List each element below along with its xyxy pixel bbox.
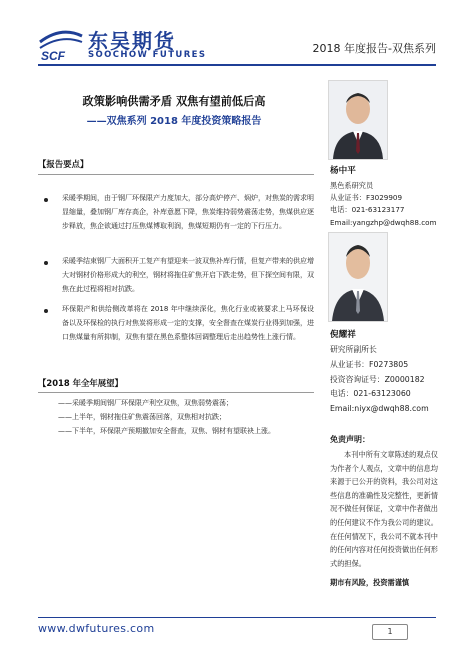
- outlook-line-2: ——上半年，钢材拖住矿焦震荡回落，双焦相对抗跌；: [58, 413, 226, 421]
- risk-warning: 期市有风险，投资需谨慎: [330, 578, 410, 587]
- analyst-name: 倪耀祥: [330, 330, 356, 340]
- outlook-heading: 【2018 年全年展望】: [38, 378, 123, 388]
- outlook-line-1: ——采暖季期间钢厂环保限产利空双焦，双焦弱势震荡；: [58, 399, 233, 407]
- analyst-title: 研究所副所长: [330, 345, 377, 354]
- logo-english-name: SOOCHOW FUTURES: [88, 50, 207, 60]
- summary-bullet-1: 采暖季期间，由于钢厂环保限产力度加大，部分高炉停产、焖炉，对焦炭的需求明显缩量，叠加钢厂库存高企，补库意愿下降，焦炭维持弱势震荡走势，焦煤供应逐步释放，焦企欲通过打压焦煤博取利润，焦煤短期仍有一定的下行压力。: [62, 194, 314, 231]
- analyst-phone: 电话：021-63123177: [330, 205, 405, 215]
- analyst-email: Email:yangzhp@dwqh88.com: [330, 217, 437, 227]
- outlook-line-3: ——下半年，环保限产预期撤加安全督查，双焦、钢材有望联袂上涨。: [58, 427, 275, 435]
- analyst-title: 黑色系研究员: [330, 181, 374, 190]
- analyst-phone: 电话：021-63123060: [330, 389, 411, 399]
- analyst-email: Email:niyx@dwqh88.com: [330, 404, 429, 414]
- bullet-marker: [44, 198, 48, 202]
- analyst-photo: [328, 80, 388, 160]
- analyst-consulting-license: 投资咨询证号：Z0000182: [330, 374, 425, 384]
- logo-chinese-name: 东吴期货: [88, 29, 176, 53]
- bullet-marker: [44, 309, 48, 313]
- summary-heading: 【报告要点】: [38, 159, 89, 169]
- analyst-license: 从业证书：F0273805: [330, 359, 409, 369]
- footer-divider: [38, 617, 436, 618]
- analyst-details: [330, 343, 429, 417]
- summary-bullet-3: 环保限产和供给侧改革将在 2018 年中继续深化，焦化行业或被要求上马环保设备以及环保检的执行对焦炭将形成一定的支撑，安全督查在煤炭行业得到加强，进口焦煤量有所抑制，双焦有望在黑色系整体回调整理后走出趋势性上涨行情。: [62, 305, 314, 342]
- summary-bullet-2: 采暖季结束钢厂大面积开工复产有望迎来一波双焦补库行情，但复产带来的供应增大对钢材价格形成大的利空，钢材将拖住矿焦开启下跌走势，但下探空间有限，双焦在此过程将相对抗跌。: [62, 257, 314, 294]
- bullet-marker: [44, 261, 48, 265]
- svg-text:SCF: SCF: [41, 49, 65, 62]
- page-number: 1: [372, 624, 408, 640]
- analyst-details: [330, 180, 437, 229]
- footer-website-link[interactable]: www.dwfutures.com: [38, 622, 155, 635]
- disclaimer-title: 免责声明：: [330, 435, 370, 444]
- disclaimer-body: 本刊中所有文章陈述的观点仅为作者个人观点，文章中的信息均来源于已公开的资料，我公司对这些信息的准确性及完整性，更新情况不做任何保证，文章中作者做出的任何建议不作为我公司的建议。在任何情况下，我公司不就本刊中的任何内容对任何投资做出任何形式的担保。: [330, 450, 438, 568]
- summary-divider: [38, 174, 314, 175]
- report-title: 政策影响供需矛盾 双焦有望前低后高: [82, 95, 266, 108]
- analyst-name: 杨中平: [330, 166, 356, 176]
- header-divider: [38, 64, 436, 66]
- outlook-divider: [38, 392, 314, 393]
- report-subtitle: ——双焦系列 2018 年度投资策略报告: [86, 116, 262, 127]
- company-logo-icon: [38, 28, 84, 62]
- analyst-license: 从业证书：F3029909: [330, 193, 403, 203]
- report-series-label: 2018 年度报告-双焦系列: [312, 42, 436, 55]
- analyst-photo: [328, 232, 388, 322]
